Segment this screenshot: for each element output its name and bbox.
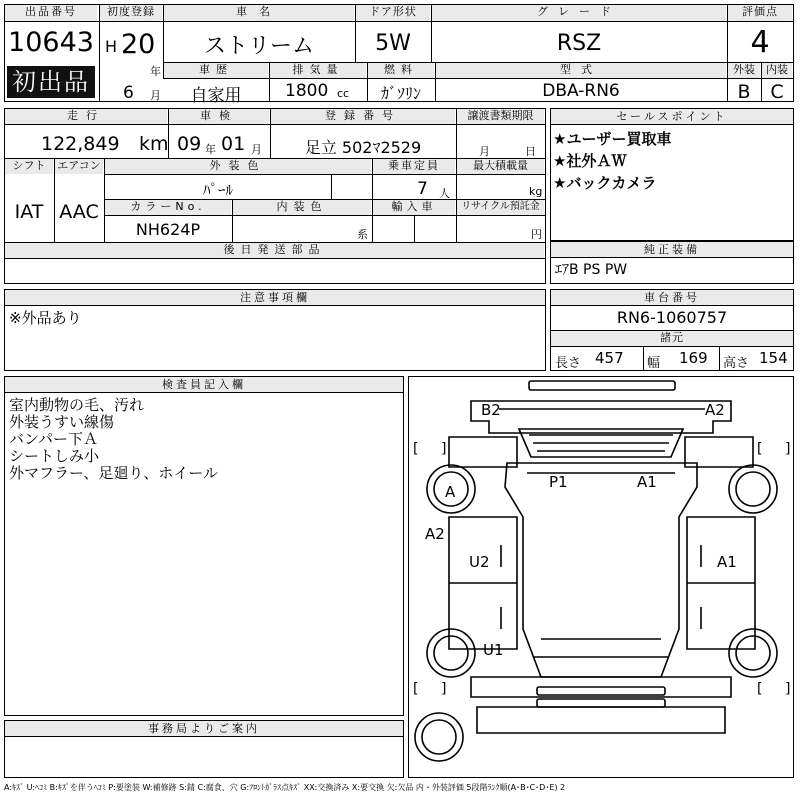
- mark-p1: P1: [549, 473, 568, 491]
- mark-a1-side: A1: [717, 553, 737, 571]
- score: 4: [750, 25, 770, 60]
- lot-number: 10643: [8, 27, 94, 58]
- inspection-label: 車検: [169, 109, 269, 124]
- inspection-year: 09: [177, 133, 202, 155]
- chassis-section: [550, 289, 794, 371]
- import-label: 輸入車: [373, 200, 455, 215]
- fuel: ｶﾞｿﾘﾝ: [380, 84, 421, 103]
- svg-text:[: [: [413, 681, 419, 697]
- car-diagram: [408, 376, 794, 778]
- mileage-label: 走行: [5, 109, 167, 124]
- sales-points-section: [550, 108, 794, 241]
- mark-b2: B2: [481, 401, 501, 419]
- inspection-month-unit: 月: [251, 143, 262, 156]
- inspector-line-5: 外マフラー、足廻り、ホイール: [9, 464, 219, 482]
- length-value: 457: [595, 349, 624, 367]
- spec-label: 諸元: [551, 331, 793, 346]
- car-diagram-svg: [409, 377, 792, 776]
- capacity-unit: 人: [439, 187, 450, 200]
- chassis-label: 車台番号: [551, 290, 793, 306]
- model-code: DBA-RN6: [542, 81, 620, 101]
- year-unit: 年: [150, 65, 161, 78]
- office-section: [4, 720, 404, 778]
- displacement-unit: cc: [337, 87, 350, 100]
- sales-point-3: ★バックカメラ: [553, 174, 657, 192]
- history: 自家用: [190, 86, 242, 106]
- recycle-label: リサイクル預託金: [457, 200, 544, 215]
- interior-grade: C: [770, 81, 784, 103]
- capacity: 7: [417, 179, 428, 199]
- color-number: NH624P: [135, 220, 201, 239]
- header-section: [4, 4, 794, 106]
- recycle-unit: 円: [531, 228, 542, 241]
- height-value: 154: [759, 349, 788, 367]
- chassis-number: RN6-1060757: [616, 308, 728, 327]
- shift: IAT: [14, 201, 44, 223]
- transfer-day-unit: 日: [525, 145, 536, 158]
- width-label: 幅: [647, 356, 661, 371]
- model-label: 型式: [436, 63, 726, 78]
- mark-a2-side: A2: [425, 525, 445, 543]
- plate-number: 足立 502ﾏ2529: [304, 138, 422, 157]
- load-label: 最大積載量: [457, 159, 544, 174]
- notes-section: [4, 289, 546, 371]
- grade: RSZ: [556, 31, 602, 56]
- interior-label: 内装: [762, 63, 792, 78]
- svg-text:[: [: [757, 441, 763, 457]
- exterior-color: ﾊﾟｰﾙ: [202, 181, 233, 199]
- office-label: 事務局よりご案内: [5, 721, 403, 737]
- width-value: 169: [679, 349, 708, 367]
- legend: A:ｷｽﾞ U:ﾍｺﾐ B:ｷｽﾞを伴うﾍｺﾐ P:要塗装 W:補修跡 S:錆 C:腐食、穴 G:ﾌﾛﾝﾄｶﾞﾗｽ点ｷｽﾞ XX:交換済み X:要交換 欠:欠品 内・外装評価 5段階ﾗﾝｸ順(A･B･C･D･E) 2: [4, 783, 566, 792]
- inspector-line-4: シートしみ小: [9, 447, 100, 465]
- inspection-month: 01: [221, 133, 246, 155]
- ac: AAC: [59, 201, 99, 223]
- svg-text:]: ]: [785, 681, 791, 697]
- first-reg-month: 6: [123, 83, 134, 103]
- vehicle-info-section: [4, 108, 546, 284]
- door-label: ドア形状: [356, 5, 430, 21]
- mark-u2: U2: [469, 553, 490, 571]
- displacement: 1800: [285, 81, 329, 101]
- mileage-unit: km: [139, 133, 169, 155]
- exterior-label: 外装: [728, 63, 760, 78]
- transfer-month-unit: 月: [479, 145, 490, 158]
- inspector-label: 検査員記入欄: [5, 377, 403, 393]
- inspector-line-1: 室内動物の毛、汚れ: [9, 396, 145, 414]
- height-label: 高さ: [723, 356, 750, 371]
- plate-label: 登録番号: [271, 109, 455, 124]
- first-reg-year: 20: [121, 29, 156, 60]
- length-label: 長さ: [555, 356, 582, 371]
- sales-point-1: ★ユーザー買取車: [553, 130, 672, 148]
- car-name-label: 車名: [164, 5, 354, 21]
- exterior-grade: B: [737, 81, 751, 103]
- notes-text: ※外品あり: [9, 309, 82, 327]
- int-color-unit: 系: [357, 228, 368, 241]
- shift-label: シフト: [5, 159, 53, 174]
- sales-point-2: ★社外ＡＷ: [553, 152, 627, 170]
- score-label: 評価点: [728, 5, 792, 21]
- load-unit: kg: [529, 185, 543, 198]
- lot-no-label: 出品番号: [5, 5, 97, 21]
- grade-label: グレード: [432, 5, 726, 21]
- inspector-line-3: バンパー下Ａ: [9, 430, 98, 448]
- month-unit: 月: [150, 89, 161, 102]
- notes-label: 注意事項欄: [5, 290, 545, 306]
- first-listing-badge: 初出品: [7, 66, 95, 98]
- mark-a-wheel: A: [445, 483, 456, 501]
- inspector-section: [4, 376, 404, 716]
- mark-a2-top: A2: [705, 401, 725, 419]
- door-type: 5W: [375, 31, 411, 56]
- transfer-label: 譲渡書類期限: [457, 109, 544, 124]
- later-parts-label: 後日発送部品: [5, 243, 544, 258]
- fuel-label: 燃料: [368, 63, 434, 78]
- color-no-label: カラーNo.: [105, 200, 231, 215]
- svg-text:]: ]: [785, 441, 791, 457]
- svg-text:[: [: [757, 681, 763, 697]
- first-reg-label: 初度登録: [100, 5, 162, 21]
- svg-text:]: ]: [441, 681, 447, 697]
- ac-label: エアコン: [55, 159, 103, 174]
- equipment-list: ｴｱB PS PW: [555, 262, 628, 278]
- color-label: 外装色: [105, 159, 371, 174]
- mileage: 122,849: [41, 133, 120, 155]
- inspector-line-2: 外装うすい線傷: [9, 413, 115, 431]
- capacity-label: 乗車定員: [373, 159, 455, 174]
- car-name: ストリーム: [203, 34, 314, 59]
- svg-text:[: [: [413, 441, 419, 457]
- mark-a1-top: A1: [637, 473, 657, 491]
- inspection-year-unit: 年: [205, 143, 216, 156]
- history-label: 車歴: [164, 63, 268, 78]
- era: H: [105, 37, 118, 56]
- mark-u1: U1: [483, 641, 504, 659]
- sales-points-label: セールスポイント: [551, 109, 793, 125]
- equipment-label: 純正装備: [551, 242, 793, 258]
- equipment-section: [550, 241, 794, 284]
- displacement-label: 排気量: [270, 63, 366, 78]
- svg-text:]: ]: [441, 441, 447, 457]
- int-color-label: 内装色: [233, 200, 371, 215]
